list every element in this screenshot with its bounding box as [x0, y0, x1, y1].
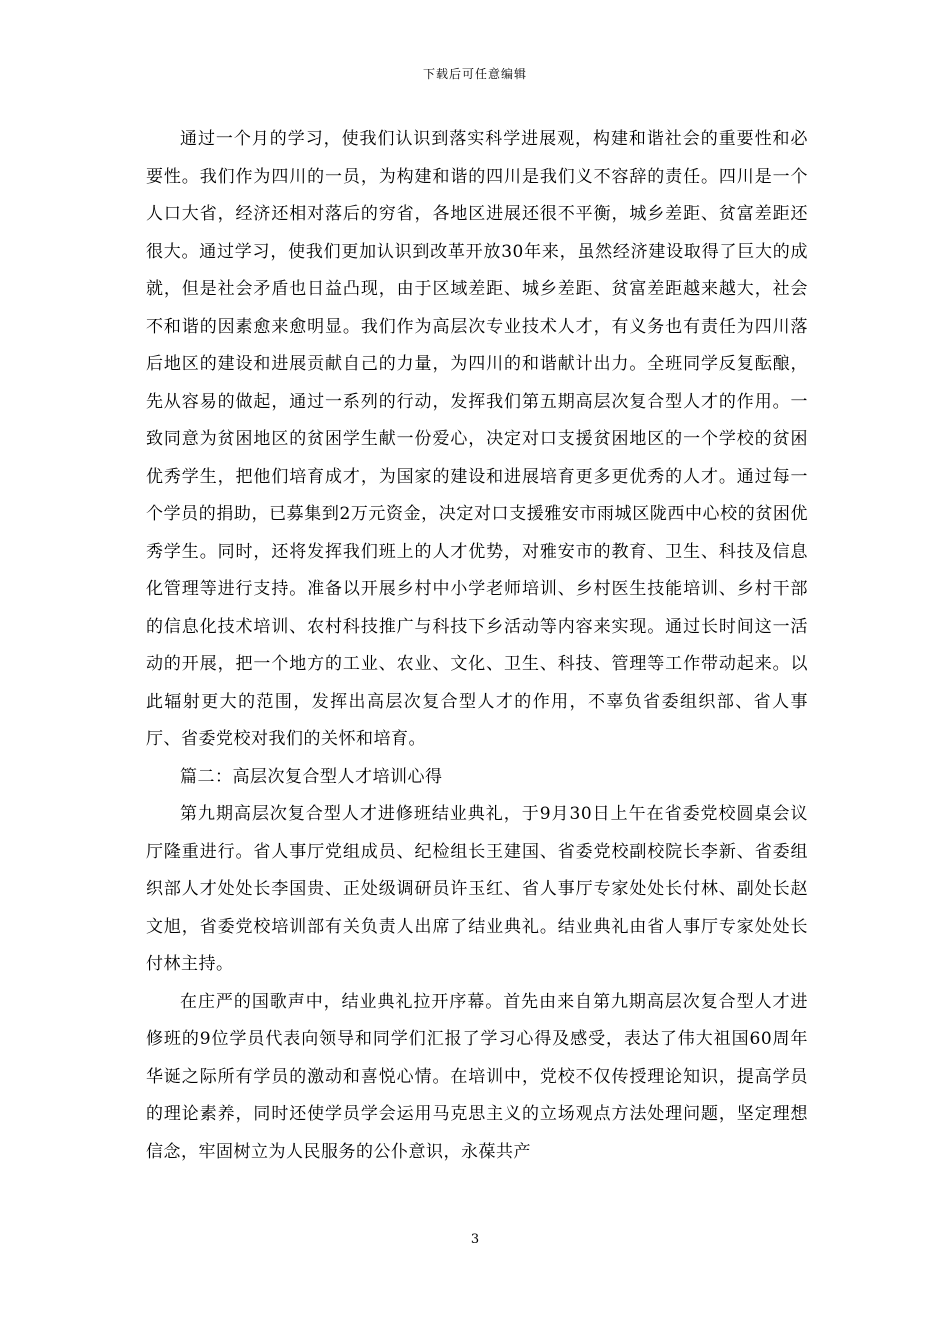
paragraph-1: 通过一个月的学习，使我们认识到落实科学进展观，构建和谐社会的重要性和必要性。我们作为四川的一员，为构建和谐的四川是我们义不容辞的责任。四川是一个人口大省，经济还相对落后的穷省，各地区进展还很不平衡，城乡差距、贫富差距还很大。通过学习，使我们更加认识到改革开放30年来，虽然经济建设取得了巨大的成就，但是社会矛盾也日益凸现，由于区域差距、城乡差距、贫富差距越来越大，社会不和谐的因素愈来愈明显。我们作为高层次专业技术人才，有义务也有责任为四川落后地区的建设和进展贡献自己的力量，为四川的和谐献计出力。全班同学反复酝酿，先从容易的做起，通过一系列的行动，发挥我们第五期高层次复合型人才的作用。一致同意为贫困地区的贫困学生献一份爱心，决定对口支援贫困地区的一个学校的贫困优秀学生，把他们培育成才，为国家的建设和进展培育更多更优秀的人才。通过每一个学员的捐助，已募集到2万元资金，决定对口支援雅安市雨城区陇西中心校的贫困优秀学生。同时，还将发挥我们班上的人才优势，对雅安市的教育、卫生、科技及信息化管理等进行支持。准备以开展乡村中小学老师培训、乡村医生技能培训、乡村干部的信息化技术培训、农村科技推广与科技下乡活动等内容来实现。通过长时间这一活动的开展，把一个地方的工业、农业、文化、卫生、科技、管理等工作带动起来。以此辐射更大的范围，发挥出高层次复合型人才的作用，不辜负省委组织部、省人事厅、省委党校对我们的关怀和培育。 [146, 129, 808, 749]
paragraph-2: 第九期高层次复合型人才进修班结业典礼，于9月30日上午在省委党校圆桌会议厅隆重进行。省人事厅党组成员、纪检组长王建国、省委党校副校院长李新、省委组织部人才处处长李国贵、正处级调研员许玉红、省人事厅专家处处长付林、副处长赵文旭，省委党校培训部有关负责人出席了结业典礼。结业典礼由省人事厅专家处处长付林主持。 [146, 804, 808, 974]
page-number: 3 [470, 1232, 480, 1247]
section-heading: 篇二：高层次复合型人才培训心得 [180, 766, 443, 787]
document-body [146, 121, 808, 1171]
page-header: 下载后可任意编辑 [422, 67, 527, 81]
paragraph-3: 在庄严的国歌声中，结业典礼拉开序幕。首先由来自第九期高层次复合型人才进修班的9位学员代表向领导和同学们汇报了学习心得及感受，表达了伟大祖国60周年华诞之际所有学员的激动和喜悦心情。在培训中，党校不仅传授理论知识，提高学员的理论素养，同时还使学员学会运用马克思主义的立场观点方法处理问题，坚定理想信念，牢固树立为人民服务的公仆意识，永葆共产 [146, 991, 808, 1162]
